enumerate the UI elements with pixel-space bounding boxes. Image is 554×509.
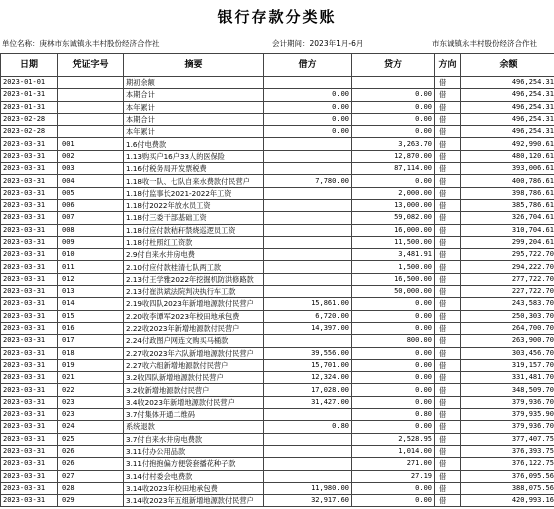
cell-direction[interactable]: 借 xyxy=(435,347,461,359)
cell-balance[interactable]: 376,095.56 xyxy=(461,470,554,482)
cell-debit[interactable] xyxy=(264,409,352,421)
cell-date[interactable]: 2023-03-31 xyxy=(1,261,58,273)
cell-balance[interactable]: 295,722.70 xyxy=(461,249,554,261)
cell-debit[interactable] xyxy=(264,212,352,224)
cell-voucher-no[interactable]: 005 xyxy=(58,187,124,199)
cell-date[interactable]: 2023-03-31 xyxy=(1,372,58,384)
table-row[interactable] xyxy=(1,175,554,187)
cell-voucher-no[interactable]: 016 xyxy=(58,322,124,334)
cell-date[interactable]: 2023-03-31 xyxy=(1,482,58,494)
cell-summary[interactable]: 1.13购买户16户33人的医保险 xyxy=(124,150,264,162)
cell-balance[interactable]: 299,204.61 xyxy=(461,236,554,248)
cell-summary[interactable]: 3.4收2023年新增地源款付民营户 xyxy=(124,396,264,408)
cell-summary[interactable]: 3.14收2023年五组新增地源款付民营户 xyxy=(124,495,264,507)
cell-date[interactable]: 2023-03-31 xyxy=(1,175,58,187)
cell-date[interactable]: 2023-03-31 xyxy=(1,212,58,224)
table-row[interactable] xyxy=(1,89,554,101)
cell-debit[interactable]: 17,028.00 xyxy=(264,384,352,396)
cell-voucher-no[interactable]: 022 xyxy=(58,384,124,396)
column-header-credit[interactable]: 贷方 xyxy=(352,54,435,77)
cell-debit[interactable] xyxy=(264,286,352,298)
cell-balance[interactable]: 492,990.61 xyxy=(461,138,554,150)
cell-summary[interactable]: 1.18付三委干部基础工资 xyxy=(124,212,264,224)
cell-direction[interactable]: 借 xyxy=(435,286,461,298)
cell-voucher-no[interactable] xyxy=(58,101,124,113)
cell-summary[interactable]: 2.9付自来水井房电费 xyxy=(124,249,264,261)
cell-balance[interactable]: 388,075.56 xyxy=(461,482,554,494)
cell-credit[interactable]: 0.00 xyxy=(352,322,435,334)
cell-direction[interactable]: 借 xyxy=(435,126,461,138)
cell-credit[interactable]: 800.00 xyxy=(352,335,435,347)
cell-debit[interactable] xyxy=(264,335,352,347)
cell-debit[interactable] xyxy=(264,199,352,211)
cell-balance[interactable]: 420,993.16 xyxy=(461,495,554,507)
table-row[interactable] xyxy=(1,126,554,138)
table-row[interactable] xyxy=(1,138,554,150)
cell-direction[interactable]: 借 xyxy=(435,322,461,334)
cell-credit[interactable]: 0.00 xyxy=(352,384,435,396)
cell-debit[interactable] xyxy=(264,150,352,162)
cell-debit[interactable]: 31,427.00 xyxy=(264,396,352,408)
cell-summary[interactable]: 1.18收一队、七队自来水费款付民营户 xyxy=(124,175,264,187)
cell-debit[interactable]: 6,720.00 xyxy=(264,310,352,322)
cell-direction[interactable]: 借 xyxy=(435,249,461,261)
cell-debit[interactable] xyxy=(264,433,352,445)
cell-summary[interactable]: 2.10付应付款桂清七队两工款 xyxy=(124,261,264,273)
cell-date[interactable]: 2023-03-31 xyxy=(1,384,58,396)
cell-balance[interactable]: 379,936.70 xyxy=(461,396,554,408)
cell-direction[interactable]: 借 xyxy=(435,187,461,199)
cell-summary[interactable]: 3.14付村委会电费款 xyxy=(124,470,264,482)
cell-voucher-no[interactable]: 012 xyxy=(58,273,124,285)
cell-voucher-no[interactable] xyxy=(58,113,124,125)
table-row[interactable] xyxy=(1,261,554,273)
cell-summary[interactable]: 2.19收四队2023年新增地源款付民营户 xyxy=(124,298,264,310)
cell-summary[interactable]: 1.18付杜照红工资款 xyxy=(124,236,264,248)
table-row[interactable] xyxy=(1,212,554,224)
cell-credit[interactable]: 0.00 xyxy=(352,101,435,113)
cell-summary[interactable]: 3.14收2023年校田地承包费 xyxy=(124,482,264,494)
table-row[interactable] xyxy=(1,372,554,384)
table-row[interactable] xyxy=(1,273,554,285)
table-row[interactable] xyxy=(1,286,554,298)
cell-credit[interactable]: 1,500.00 xyxy=(352,261,435,273)
cell-summary[interactable]: 1.18付应付款秸秆禁烧巡逻员工资 xyxy=(124,224,264,236)
cell-date[interactable]: 2023-03-31 xyxy=(1,236,58,248)
cell-summary[interactable]: 3.2收新增地源款付民营户 xyxy=(124,384,264,396)
cell-balance[interactable]: 496,254.31 xyxy=(461,89,554,101)
cell-direction[interactable]: 借 xyxy=(435,224,461,236)
table-row[interactable] xyxy=(1,445,554,457)
cell-voucher-no[interactable]: 014 xyxy=(58,298,124,310)
table-row[interactable] xyxy=(1,113,554,125)
cell-debit[interactable]: 39,556.00 xyxy=(264,347,352,359)
cell-balance[interactable]: 385,786.61 xyxy=(461,199,554,211)
cell-credit[interactable]: 0.00 xyxy=(352,482,435,494)
cell-voucher-no[interactable]: 007 xyxy=(58,212,124,224)
cell-voucher-no[interactable] xyxy=(58,126,124,138)
cell-direction[interactable]: 借 xyxy=(435,335,461,347)
cell-voucher-no[interactable]: 021 xyxy=(58,372,124,384)
column-header-balance[interactable]: 余额 xyxy=(461,54,554,77)
cell-direction[interactable]: 借 xyxy=(435,150,461,162)
cell-voucher-no[interactable]: 010 xyxy=(58,249,124,261)
cell-date[interactable]: 2023-03-31 xyxy=(1,199,58,211)
cell-direction[interactable]: 借 xyxy=(435,470,461,482)
cell-voucher-no[interactable]: 026 xyxy=(58,458,124,470)
cell-credit[interactable]: 3,263.70 xyxy=(352,138,435,150)
cell-voucher-no[interactable]: 008 xyxy=(58,224,124,236)
cell-direction[interactable]: 借 xyxy=(435,421,461,433)
cell-credit[interactable]: 0.00 xyxy=(352,372,435,384)
cell-direction[interactable]: 借 xyxy=(435,212,461,224)
cell-summary[interactable]: 本年累计 xyxy=(124,101,264,113)
cell-direction[interactable]: 借 xyxy=(435,445,461,457)
cell-date[interactable]: 2023-03-31 xyxy=(1,421,58,433)
table-row[interactable] xyxy=(1,470,554,482)
cell-voucher-no[interactable]: 023 xyxy=(58,409,124,421)
cell-summary[interactable]: 2.20收李谭军2023年校田地承包费 xyxy=(124,310,264,322)
table-row[interactable] xyxy=(1,421,554,433)
cell-summary[interactable]: 3.11付办公用品款 xyxy=(124,445,264,457)
cell-voucher-no[interactable]: 017 xyxy=(58,335,124,347)
cell-balance[interactable]: 243,583.70 xyxy=(461,298,554,310)
cell-debit[interactable]: 32,917.60 xyxy=(264,495,352,507)
cell-voucher-no[interactable]: 025 xyxy=(58,433,124,445)
table-row[interactable] xyxy=(1,482,554,494)
cell-credit[interactable]: 3,481.91 xyxy=(352,249,435,261)
column-header-direction[interactable]: 方向 xyxy=(435,54,461,77)
table-row[interactable] xyxy=(1,199,554,211)
cell-balance[interactable]: 393,006.61 xyxy=(461,163,554,175)
cell-direction[interactable]: 借 xyxy=(435,77,461,89)
cell-direction[interactable]: 借 xyxy=(435,113,461,125)
cell-direction[interactable]: 借 xyxy=(435,298,461,310)
cell-credit[interactable]: 0.00 xyxy=(352,495,435,507)
cell-credit[interactable]: 0.00 xyxy=(352,310,435,322)
cell-balance[interactable]: 250,303.70 xyxy=(461,310,554,322)
cell-debit[interactable] xyxy=(264,458,352,470)
table-row[interactable] xyxy=(1,187,554,199)
cell-direction[interactable]: 借 xyxy=(435,163,461,175)
table-row[interactable] xyxy=(1,396,554,408)
ledger-table xyxy=(0,53,554,507)
cell-date[interactable]: 2023-03-31 xyxy=(1,286,58,298)
cell-voucher-no[interactable]: 026 xyxy=(58,445,124,457)
cell-summary[interactable]: 1.6付电费款 xyxy=(124,138,264,150)
cell-balance[interactable]: 303,456.70 xyxy=(461,347,554,359)
cell-credit[interactable]: 27.19 xyxy=(352,470,435,482)
cell-balance[interactable]: 400,786.61 xyxy=(461,175,554,187)
column-header-date[interactable]: 日期 xyxy=(1,54,58,77)
cell-credit[interactable]: 87,114.00 xyxy=(352,163,435,175)
cell-summary[interactable]: 3.11付抱抱偏方便袋套播花种子款 xyxy=(124,458,264,470)
cell-date[interactable]: 2023-02-28 xyxy=(1,113,58,125)
cell-credit[interactable]: 0.00 xyxy=(352,298,435,310)
cell-credit[interactable]: 0.80 xyxy=(352,409,435,421)
cell-credit[interactable]: 11,500.00 xyxy=(352,236,435,248)
cell-balance[interactable]: 496,254.31 xyxy=(461,126,554,138)
cell-debit[interactable]: 12,324.00 xyxy=(264,372,352,384)
header-row xyxy=(1,54,554,77)
cell-balance[interactable]: 496,254.31 xyxy=(461,113,554,125)
cell-direction[interactable]: 借 xyxy=(435,138,461,150)
cell-debit[interactable]: 0.00 xyxy=(264,89,352,101)
cell-balance[interactable]: 277,722.70 xyxy=(461,273,554,285)
cell-date[interactable]: 2023-01-31 xyxy=(1,89,58,101)
table-row[interactable] xyxy=(1,77,554,89)
cell-date[interactable]: 2023-03-31 xyxy=(1,347,58,359)
table-row[interactable] xyxy=(1,409,554,421)
table-row[interactable] xyxy=(1,298,554,310)
cell-date[interactable]: 2023-03-31 xyxy=(1,396,58,408)
table-row[interactable] xyxy=(1,433,554,445)
cell-summary[interactable]: 本期合计 xyxy=(124,113,264,125)
table-row[interactable] xyxy=(1,310,554,322)
cell-summary[interactable]: 1.16付税务局开发票税费 xyxy=(124,163,264,175)
cell-credit[interactable]: 0.00 xyxy=(352,347,435,359)
cell-balance[interactable]: 496,254.31 xyxy=(461,101,554,113)
cell-summary[interactable]: 2.13付王学雅2022年挖掘机防洪修路款 xyxy=(124,273,264,285)
cell-date[interactable]: 2023-03-31 xyxy=(1,470,58,482)
cell-voucher-no[interactable]: 009 xyxy=(58,236,124,248)
cell-direction[interactable]: 借 xyxy=(435,482,461,494)
cell-credit[interactable]: 0.00 xyxy=(352,126,435,138)
cell-date[interactable]: 2023-01-31 xyxy=(1,101,58,113)
cell-credit[interactable]: 50,000.00 xyxy=(352,286,435,298)
cell-date[interactable]: 2023-03-31 xyxy=(1,495,58,507)
cell-debit[interactable] xyxy=(264,261,352,273)
cell-credit[interactable]: 1,014.00 xyxy=(352,445,435,457)
cell-credit[interactable] xyxy=(352,77,435,89)
cell-direction[interactable]: 借 xyxy=(435,261,461,273)
cell-voucher-no[interactable] xyxy=(58,89,124,101)
cell-credit[interactable]: 0.00 xyxy=(352,421,435,433)
cell-voucher-no[interactable]: 013 xyxy=(58,286,124,298)
cell-summary[interactable]: 3.2收四队新增地源款付民营户 xyxy=(124,372,264,384)
cell-debit[interactable] xyxy=(264,77,352,89)
cell-summary[interactable]: 1.18付2022年放水员工资 xyxy=(124,199,264,211)
cell-date[interactable]: 2023-03-31 xyxy=(1,445,58,457)
cell-direction[interactable]: 借 xyxy=(435,384,461,396)
cell-credit[interactable]: 0.00 xyxy=(352,113,435,125)
cell-debit[interactable] xyxy=(264,236,352,248)
cell-summary[interactable]: 1.18付监事长2021-2022年工资 xyxy=(124,187,264,199)
cell-date[interactable]: 2023-03-31 xyxy=(1,150,58,162)
cell-balance[interactable]: 376,393.75 xyxy=(461,445,554,457)
cell-credit[interactable]: 0.00 xyxy=(352,359,435,371)
cell-debit[interactable] xyxy=(264,249,352,261)
cell-balance[interactable]: 379,936.70 xyxy=(461,421,554,433)
table-row[interactable] xyxy=(1,347,554,359)
cell-debit[interactable]: 0.00 xyxy=(264,113,352,125)
cell-debit[interactable] xyxy=(264,163,352,175)
cell-summary[interactable]: 期初余额 xyxy=(124,77,264,89)
cell-voucher-no[interactable]: 023 xyxy=(58,396,124,408)
cell-debit[interactable]: 11,980.00 xyxy=(264,482,352,494)
cell-credit[interactable]: 0.00 xyxy=(352,396,435,408)
cell-summary[interactable]: 2.27收2023年六队新增地源款付民营户 xyxy=(124,347,264,359)
cell-summary[interactable]: 本期合计 xyxy=(124,89,264,101)
cell-voucher-no[interactable]: 018 xyxy=(58,347,124,359)
cell-balance[interactable]: 377,407.75 xyxy=(461,433,554,445)
cell-debit[interactable] xyxy=(264,187,352,199)
cell-balance[interactable]: 263,900.70 xyxy=(461,335,554,347)
cell-summary[interactable]: 2.27收六组新增地源款付民营户 xyxy=(124,359,264,371)
cell-direction[interactable]: 借 xyxy=(435,273,461,285)
ledger-title: 银行存款分类账 xyxy=(217,8,337,26)
cell-voucher-no[interactable] xyxy=(58,77,124,89)
cell-voucher-no[interactable]: 029 xyxy=(58,495,124,507)
cell-summary[interactable]: 本年累计 xyxy=(124,126,264,138)
cell-date[interactable]: 2023-03-31 xyxy=(1,335,58,347)
cell-debit[interactable] xyxy=(264,470,352,482)
cell-summary[interactable]: 3.7付集体开通二维码 xyxy=(124,409,264,421)
table-row[interactable] xyxy=(1,495,554,507)
cell-direction[interactable]: 借 xyxy=(435,199,461,211)
cell-debit[interactable]: 15,701.00 xyxy=(264,359,352,371)
cell-date[interactable]: 2023-03-31 xyxy=(1,409,58,421)
table-row[interactable] xyxy=(1,322,554,334)
cell-debit[interactable] xyxy=(264,445,352,457)
cell-date[interactable]: 2023-03-31 xyxy=(1,458,58,470)
cell-direction[interactable]: 借 xyxy=(435,236,461,248)
cell-credit[interactable]: 2,000.00 xyxy=(352,187,435,199)
cell-date[interactable]: 2023-03-31 xyxy=(1,138,58,150)
column-header-summary[interactable]: 摘要 xyxy=(124,54,264,77)
cell-summary[interactable]: 2.13付崔洪斌法院判决执行车工款 xyxy=(124,286,264,298)
cell-balance[interactable]: 227,722.70 xyxy=(461,286,554,298)
cell-balance[interactable]: 480,120.61 xyxy=(461,150,554,162)
cell-direction[interactable]: 借 xyxy=(435,359,461,371)
cell-balance[interactable]: 379,935.90 xyxy=(461,409,554,421)
cell-debit[interactable]: 0.00 xyxy=(264,126,352,138)
cell-voucher-no[interactable]: 024 xyxy=(58,421,124,433)
table-row[interactable] xyxy=(1,249,554,261)
cell-debit[interactable]: 15,861.00 xyxy=(264,298,352,310)
cell-voucher-no[interactable]: 027 xyxy=(58,470,124,482)
cell-balance[interactable]: 264,700.70 xyxy=(461,322,554,334)
cell-credit[interactable]: 16,000.00 xyxy=(352,224,435,236)
cell-summary[interactable]: 2.24付政图户网连文购买马桶款 xyxy=(124,335,264,347)
cell-direction[interactable]: 借 xyxy=(435,310,461,322)
cell-voucher-no[interactable]: 002 xyxy=(58,150,124,162)
cell-balance[interactable]: 319,157.70 xyxy=(461,359,554,371)
cell-direction[interactable]: 借 xyxy=(435,372,461,384)
cell-credit[interactable]: 2,528.95 xyxy=(352,433,435,445)
organization-label: 市东诚镇永丰村股份经济合作社 xyxy=(432,39,537,48)
cell-voucher-no[interactable]: 028 xyxy=(58,482,124,494)
column-header-voucher[interactable]: 凭证字号 xyxy=(58,54,124,77)
cell-voucher-no[interactable]: 006 xyxy=(58,199,124,211)
cell-summary[interactable]: 3.7付自来水井房电费款 xyxy=(124,433,264,445)
cell-debit[interactable]: 14,397.00 xyxy=(264,322,352,334)
cell-debit[interactable] xyxy=(264,273,352,285)
cell-balance[interactable]: 398,786.61 xyxy=(461,187,554,199)
table-row[interactable] xyxy=(1,101,554,113)
cell-debit[interactable]: 7,780.00 xyxy=(264,175,352,187)
cell-balance[interactable]: 331,481.70 xyxy=(461,372,554,384)
cell-voucher-no[interactable]: 019 xyxy=(58,359,124,371)
cell-direction[interactable]: 借 xyxy=(435,175,461,187)
cell-credit[interactable]: 59,082.00 xyxy=(352,212,435,224)
cell-direction[interactable]: 借 xyxy=(435,433,461,445)
table-row[interactable] xyxy=(1,163,554,175)
table-row[interactable] xyxy=(1,224,554,236)
cell-direction[interactable]: 借 xyxy=(435,409,461,421)
cell-date[interactable]: 2023-03-31 xyxy=(1,298,58,310)
cell-voucher-no[interactable]: 011 xyxy=(58,261,124,273)
cell-direction[interactable]: 借 xyxy=(435,396,461,408)
cell-date[interactable]: 2023-03-31 xyxy=(1,273,58,285)
table-row[interactable] xyxy=(1,150,554,162)
cell-debit[interactable]: 0.80 xyxy=(264,421,352,433)
cell-balance[interactable]: 348,509.70 xyxy=(461,384,554,396)
cell-balance[interactable]: 294,222.70 xyxy=(461,261,554,273)
cell-balance[interactable]: 310,704.61 xyxy=(461,224,554,236)
column-header-debit[interactable]: 借方 xyxy=(264,54,352,77)
cell-credit[interactable]: 13,000.00 xyxy=(352,199,435,211)
cell-date[interactable]: 2023-03-31 xyxy=(1,187,58,199)
cell-voucher-no[interactable]: 003 xyxy=(58,163,124,175)
cell-date[interactable]: 2023-03-31 xyxy=(1,310,58,322)
cell-credit[interactable]: 12,870.00 xyxy=(352,150,435,162)
cell-summary[interactable]: 2.22收2023年新增地源款付民营户 xyxy=(124,322,264,334)
table-row[interactable] xyxy=(1,335,554,347)
cell-direction[interactable]: 借 xyxy=(435,89,461,101)
cell-credit[interactable]: 16,500.00 xyxy=(352,273,435,285)
cell-date[interactable]: 2023-03-31 xyxy=(1,359,58,371)
cell-date[interactable]: 2023-03-31 xyxy=(1,322,58,334)
cell-voucher-no[interactable]: 001 xyxy=(58,138,124,150)
cell-voucher-no[interactable]: 015 xyxy=(58,310,124,322)
period-label: 会计期间：2023年1月-6月 xyxy=(272,39,364,48)
cell-date[interactable]: 2023-03-31 xyxy=(1,224,58,236)
cell-credit[interactable]: 0.00 xyxy=(352,89,435,101)
cell-date[interactable]: 2023-01-01 xyxy=(1,77,58,89)
cell-summary[interactable]: 系统退款 xyxy=(124,421,264,433)
cell-balance[interactable]: 376,122.75 xyxy=(461,458,554,470)
cell-debit[interactable] xyxy=(264,224,352,236)
cell-direction[interactable]: 借 xyxy=(435,101,461,113)
cell-date[interactable]: 2023-03-31 xyxy=(1,433,58,445)
table-row[interactable] xyxy=(1,458,554,470)
cell-direction[interactable]: 借 xyxy=(435,458,461,470)
cell-date[interactable]: 2023-03-31 xyxy=(1,163,58,175)
cell-direction[interactable]: 借 xyxy=(435,495,461,507)
table-row[interactable] xyxy=(1,359,554,371)
ledger-body xyxy=(1,77,554,507)
table-row[interactable] xyxy=(1,384,554,396)
cell-balance[interactable]: 496,254.31 xyxy=(461,77,554,89)
unit-name-label: 单位名称：庚林市东诚镇永丰村股份经济合作社 xyxy=(2,39,160,48)
cell-voucher-no[interactable]: 004 xyxy=(58,175,124,187)
cell-date[interactable]: 2023-02-28 xyxy=(1,126,58,138)
cell-balance[interactable]: 326,704.61 xyxy=(461,212,554,224)
cell-credit[interactable]: 271.00 xyxy=(352,458,435,470)
cell-date[interactable]: 2023-03-31 xyxy=(1,249,58,261)
cell-credit[interactable]: 0.00 xyxy=(352,175,435,187)
table-row[interactable] xyxy=(1,236,554,248)
cell-debit[interactable] xyxy=(264,138,352,150)
cell-debit[interactable]: 0.00 xyxy=(264,101,352,113)
